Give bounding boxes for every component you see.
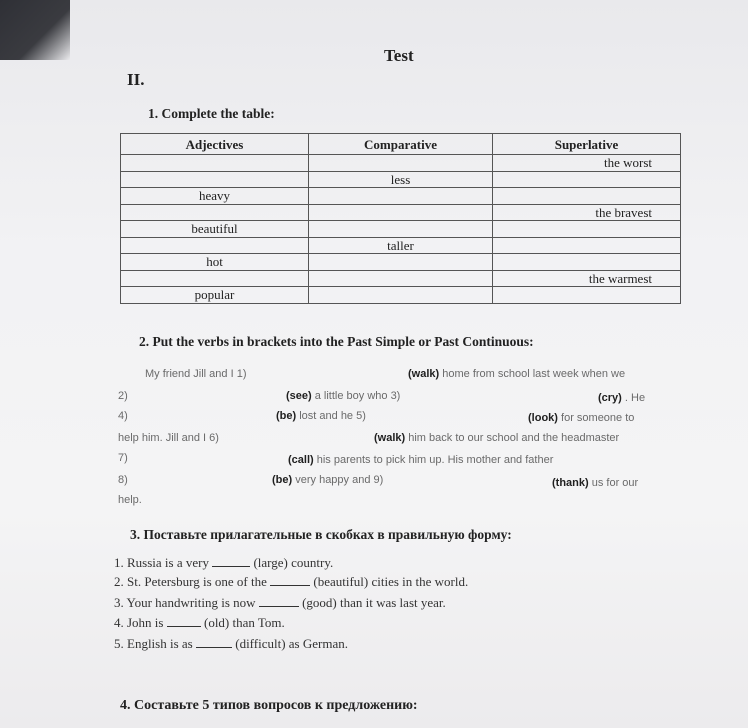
table-row: [121, 237, 681, 254]
answer-blank: [167, 616, 201, 627]
line-text: his parents to pick him up. His mother and father: [316, 454, 554, 466]
exercise-line: [118, 390, 128, 402]
line-text: for someone to: [561, 412, 635, 424]
table-cell: heavy: [121, 188, 309, 205]
exercise-line: [118, 432, 219, 444]
section-2-heading: 2. Put the verbs in brackets into the Past Simple or Past Continuous:: [139, 334, 534, 349]
table-cell: [309, 188, 493, 205]
verb-prompt: (thank): [552, 477, 589, 489]
line-text: 2): [118, 390, 128, 402]
item-text: 2. St. Petersburg is one of the: [114, 574, 267, 589]
table-cell: [309, 221, 493, 238]
table-cell: [493, 287, 681, 304]
exercise-line: [272, 474, 383, 486]
exercise-line: [552, 477, 638, 489]
exercise-item: [114, 636, 348, 652]
table-cell: [121, 171, 309, 188]
exercise-item: [114, 595, 446, 611]
item-text: 3. Your handwriting is now: [114, 595, 256, 610]
table-cell: the warmest: [493, 270, 681, 287]
table-cell: the worst: [493, 155, 681, 172]
section-1-heading: 1. Complete the table:: [148, 106, 275, 121]
line-text: 4): [118, 410, 128, 422]
line-text: very happy and 9): [295, 474, 384, 486]
table-row: [121, 221, 681, 238]
table-row: [121, 171, 681, 188]
comparison-table: [120, 133, 681, 304]
exercise-line: [145, 368, 246, 380]
table-cell: beautiful: [121, 221, 309, 238]
exercise-line: [408, 368, 625, 380]
table-cell: [121, 204, 309, 221]
line-text: My friend Jill and I 1): [145, 368, 247, 380]
line-text: lost and he 5): [299, 410, 366, 422]
answer-blank: [212, 556, 250, 567]
table-row: [121, 188, 681, 205]
column-header: Comparative: [309, 134, 493, 155]
item-text: (old) than Tom.: [203, 615, 285, 630]
answer-blank: [259, 596, 299, 607]
answer-blank: [196, 637, 232, 648]
section-3-heading: 3. Поставьте прилагательные в скобках в правильную форму:: [130, 527, 512, 542]
table-row: [121, 155, 681, 172]
verb-prompt: (call): [288, 454, 314, 466]
line-text: home from school last week when we: [442, 368, 626, 380]
background-corner: [0, 0, 70, 60]
table-cell: hot: [121, 254, 309, 271]
table-cell: [493, 221, 681, 238]
column-header: Superlative: [493, 134, 681, 155]
item-text: (large) country.: [253, 555, 334, 570]
table-cell: [121, 237, 309, 254]
exercise-line: [286, 390, 400, 402]
exercise-item: [114, 615, 285, 631]
table-row: [121, 287, 681, 304]
exercise-line: [288, 454, 553, 466]
table-cell: [309, 270, 493, 287]
line-text: him back to our school and the headmaster: [408, 432, 620, 444]
table-cell: less: [309, 171, 493, 188]
exercise-line: [598, 392, 645, 404]
line-text: . He: [624, 392, 646, 404]
table-cell: taller: [309, 237, 493, 254]
table-cell: [309, 287, 493, 304]
table-cell: [309, 204, 493, 221]
table-cell: [309, 254, 493, 271]
item-text: (beautiful) cities in the world.: [313, 574, 469, 589]
verb-prompt: (walk): [408, 368, 440, 380]
line-text: us for our: [591, 477, 639, 489]
table-cell: [493, 237, 681, 254]
line-text: 7): [118, 452, 128, 464]
table-row: [121, 270, 681, 287]
verb-prompt: (look): [528, 412, 558, 424]
verb-prompt: (walk): [374, 432, 406, 444]
item-text: 1. Russia is a very: [114, 555, 209, 570]
verb-prompt: (see): [286, 390, 312, 402]
table-cell: [493, 188, 681, 205]
verb-prompt: (be): [276, 410, 297, 422]
exercise-item: [114, 574, 468, 590]
table-header-row: [121, 134, 681, 155]
page-title: Test: [384, 46, 414, 65]
table-cell: [121, 155, 309, 172]
verb-prompt: (be): [272, 474, 293, 486]
table-cell: [493, 171, 681, 188]
verb-prompt: (cry): [598, 392, 622, 404]
exercise-line: [276, 410, 366, 422]
answer-blank: [270, 575, 310, 586]
item-text: (difficult) as German.: [235, 636, 348, 651]
line-text: help him. Jill and I 6): [118, 432, 219, 444]
line-text: help.: [118, 494, 142, 506]
exercise-line: [118, 474, 128, 486]
line-text: 8): [118, 474, 128, 486]
exercise-line: [374, 432, 619, 444]
exercise-line: [118, 494, 142, 506]
line-text: a little boy who 3): [314, 390, 401, 402]
column-header: Adjectives: [121, 134, 309, 155]
table-cell: popular: [121, 287, 309, 304]
table-cell: the bravest: [493, 204, 681, 221]
item-text: 5. English is as: [114, 636, 193, 651]
table-cell: [493, 254, 681, 271]
table-row: [121, 254, 681, 271]
section-4-heading: 4. Составьте 5 типов вопросов к предложению:: [120, 698, 418, 713]
item-text: 4. John is: [114, 615, 164, 630]
exercise-item: [114, 555, 333, 571]
exercise-line: [528, 412, 634, 424]
table-cell: [121, 270, 309, 287]
exercise-line: [118, 452, 128, 464]
item-text: (good) than it was last year.: [302, 595, 446, 610]
table-cell: [309, 155, 493, 172]
table-row: [121, 204, 681, 221]
part-number: II.: [127, 70, 145, 89]
exercise-line: [118, 410, 128, 422]
